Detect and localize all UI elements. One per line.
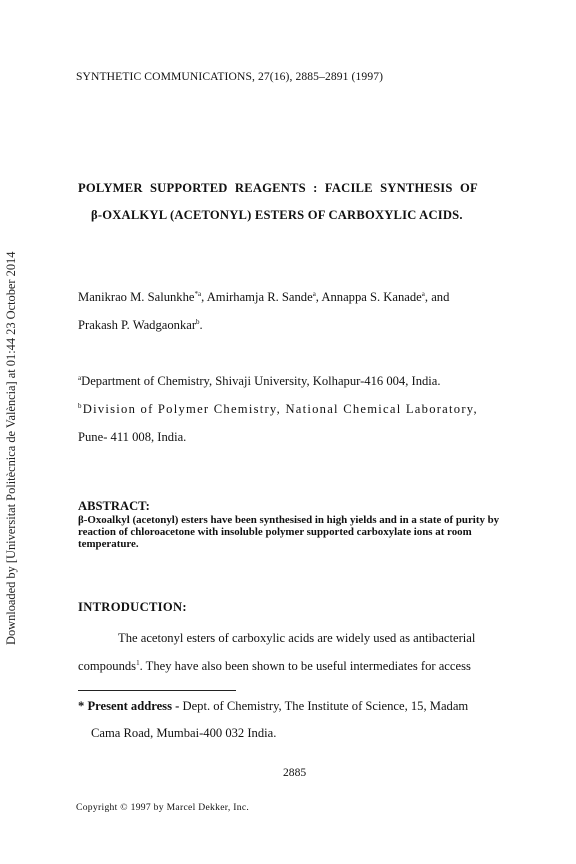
download-watermark: Downloaded by [Universitat Politècnica de València] at 01:44 23 October 2014 xyxy=(4,251,18,645)
journal-header: SYNTHETIC COMMUNICATIONS, 27(16), 2885–2891 (1997) xyxy=(76,70,384,83)
author-kanade-sup: a xyxy=(421,290,425,298)
title-line-2: β-OXALKYL (ACETONYL) ESTERS OF CARBOXYLIC ACIDS. xyxy=(91,208,463,222)
authors-and: , and xyxy=(424,290,450,304)
footnote-line-1 xyxy=(78,699,468,714)
affiliation-a-text: Department of Chemistry, Shivaji University, Kolhapur-416 004, India. xyxy=(81,374,441,388)
affiliation-b-sup: b xyxy=(78,402,83,410)
affiliation-b-text: Division of Polymer Chemistry, National Chemical Laboratory, xyxy=(82,402,478,416)
authors-line-2 xyxy=(78,318,203,333)
footnote-label: * Present address - xyxy=(78,699,180,713)
citation-1: 1 xyxy=(136,659,140,667)
authors-line-1 xyxy=(78,290,449,305)
author-salunkhe-sup: *a xyxy=(194,290,202,298)
abstract-text: β-Oxoalkyl (acetonyl) esters have been synthesised in high yields and in a state of purity by reaction of chloroacetone with insoluble polymer supported carboxylate ions at room temperature. xyxy=(78,514,500,551)
author-sande: , Amirhamja R. Sande xyxy=(201,290,313,304)
author-wadgaonkar: Prakash P. Wadgaonkar xyxy=(78,318,197,332)
author-salunkhe: Manikrao M. Salunkhe xyxy=(78,290,195,304)
page-number: 2885 xyxy=(283,766,307,779)
author-sande-sup: a xyxy=(312,290,316,298)
affiliation-a-sup: a xyxy=(78,374,82,382)
footnote-rule xyxy=(78,690,236,691)
affiliation-b-cont: Pune- 411 008, India. xyxy=(78,430,187,444)
abstract-heading: ABSTRACT: xyxy=(78,499,150,513)
footnote-text: Dept. of Chemistry, The Institute of Science, 15, Madam xyxy=(179,699,469,713)
intro-line-1: The acetonyl esters of carboxylic acids are widely used as antibacterial xyxy=(118,631,476,645)
title-line-1: POLYMER SUPPORTED REAGENTS : FACILE SYNTHESIS OF xyxy=(78,181,478,195)
footnote-line-2: Cama Road, Mumbai-400 032 India. xyxy=(91,726,277,740)
author-kanade: , Annappa S. Kanade xyxy=(315,290,422,304)
affiliation-b xyxy=(78,402,478,417)
affiliation-a xyxy=(78,374,441,389)
authors-end: . xyxy=(199,318,203,332)
copyright: Copyright © 1997 by Marcel Dekker, Inc. xyxy=(76,802,250,813)
intro-line-2 xyxy=(78,659,471,674)
intro-line-2-b: . They have also been shown to be useful intermediates for access xyxy=(139,659,471,673)
intro-line-2-a: compounds xyxy=(78,659,137,673)
introduction-heading: INTRODUCTION: xyxy=(78,600,187,614)
author-wadgaonkar-sup: b xyxy=(196,318,200,326)
